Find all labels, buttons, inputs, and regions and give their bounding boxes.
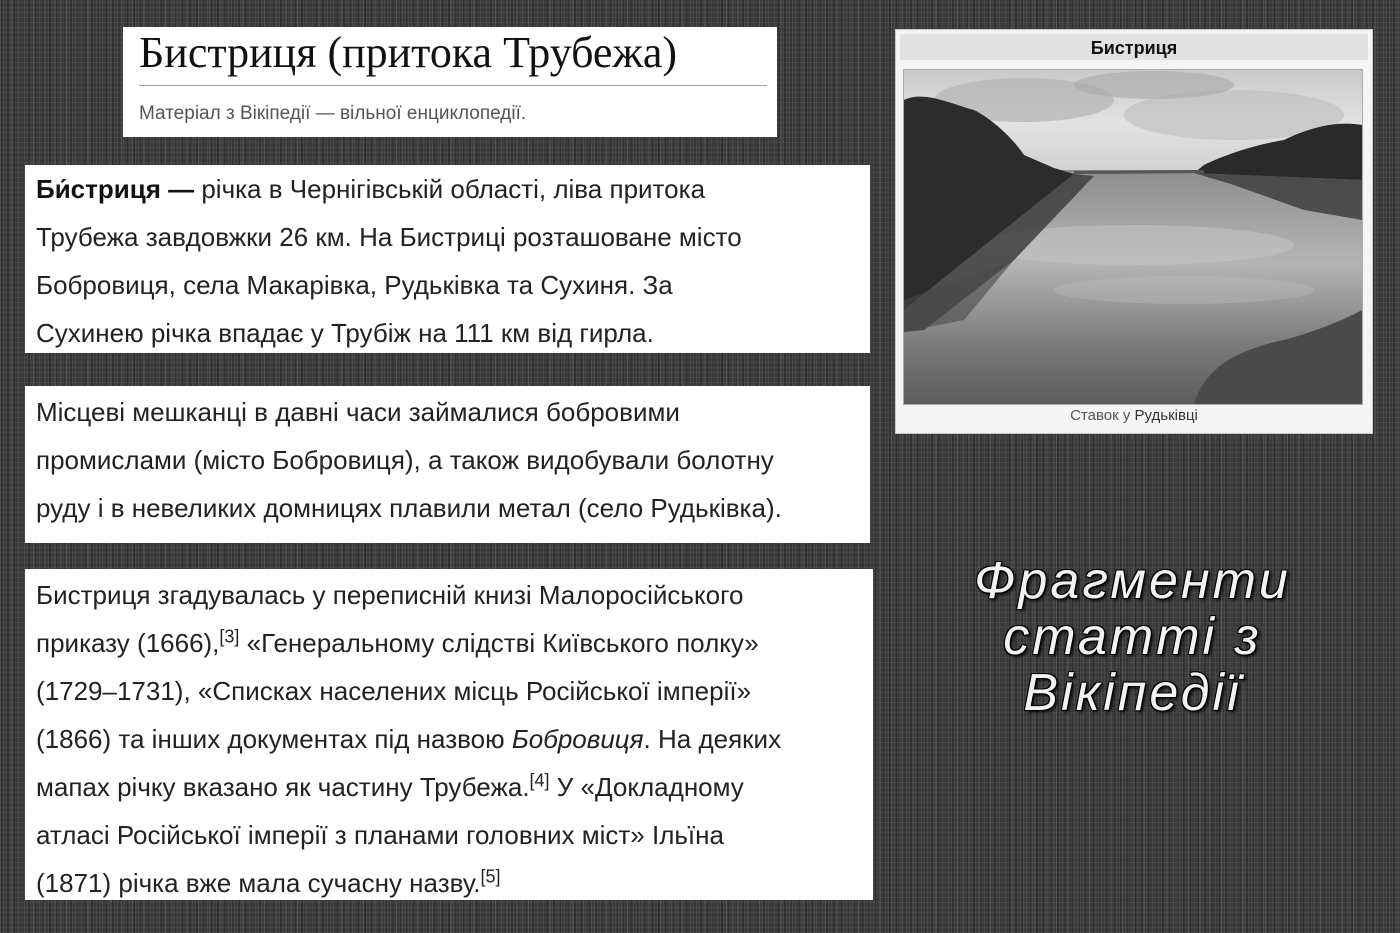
infobox	[895, 29, 1373, 434]
mentions-line-4	[36, 715, 873, 763]
mentions-line-1: Бистриця згадувалась у переписній книзі Малоросійського	[36, 580, 744, 610]
mentions-line-7-a: (1871) річка вже мала сучасну назву.	[36, 868, 481, 898]
italic-name: Бобровиця	[511, 724, 644, 754]
footnote-ref-4[interactable]: [4]	[529, 770, 550, 791]
intro-line-4: Сухинею річка впадає у Трубіж на 111 км від гирла.	[36, 318, 654, 348]
mentions-paragraph	[25, 569, 873, 900]
bold-term: Би́стриця —	[36, 174, 195, 204]
history-line-2: промислами (місто Бобровиця), а також видобували болотну	[36, 445, 774, 475]
mentions-line-5-a: мапах річку вказано як частину Трубежа.	[36, 772, 530, 802]
infobox-title: Бистриця	[900, 34, 1368, 60]
caption-link[interactable]: Рудьківці	[1134, 407, 1198, 424]
footnote-ref-5[interactable]: [5]	[480, 866, 501, 887]
intro-line-2: Трубежа завдовжки 26 км. На Бистриці розташоване місто	[36, 222, 742, 252]
mentions-line-7	[36, 859, 873, 907]
caption-prefix: Ставок у	[1070, 407, 1135, 424]
intro-line-1-text: річка в Чернігівській області, ліва притока	[194, 174, 706, 204]
intro-line-1	[36, 165, 870, 213]
mentions-line-3: (1729–1731), «Списках населених місць Російської імперії»	[36, 676, 752, 706]
page-title: Бистриця (притока Трубежа)	[139, 27, 767, 86]
slide-caption	[905, 553, 1360, 728]
article-header	[123, 27, 777, 137]
intro-line-3: Бобровиця, села Макарівка, Рудьківка та Сухиня. За	[36, 270, 673, 300]
intro-paragraph	[25, 165, 870, 353]
slide-caption-line-1: Фрагменти	[974, 552, 1291, 610]
mentions-line-5-b: У «Докладному	[549, 772, 744, 802]
history-paragraph	[25, 386, 870, 543]
infobox-caption	[896, 407, 1372, 424]
mentions-line-2-b: «Генеральному слідстві Київського полку»	[239, 628, 759, 658]
footnote-ref-3[interactable]: [3]	[219, 626, 240, 647]
mentions-line-5	[36, 763, 873, 811]
history-line-3: руду і в невеликих домницях плавили метал (село Рудьківка).	[36, 493, 782, 523]
history-line-1: Місцеві мешканці в давні часи займалися бобровими	[36, 397, 680, 427]
slide-caption-line-3: Вікіпедії	[1023, 664, 1242, 722]
mentions-line-4-b: . На деяких	[643, 724, 782, 754]
river-photo-drawing	[904, 70, 1362, 404]
mentions-line-2-a: приказу (1666),	[36, 628, 220, 658]
river-photo[interactable]	[903, 69, 1363, 405]
slide-caption-line-2: статті з	[1003, 608, 1262, 666]
mentions-line-4-a: (1866) та інших документах під назвою	[36, 724, 512, 754]
mentions-line-2	[36, 619, 873, 667]
page-subtitle: Матеріал з Вікіпедії — вільної енциклопедії.	[139, 103, 527, 124]
mentions-line-6: атласі Російської імперії з планами головних міст» Ільїна	[36, 820, 724, 850]
